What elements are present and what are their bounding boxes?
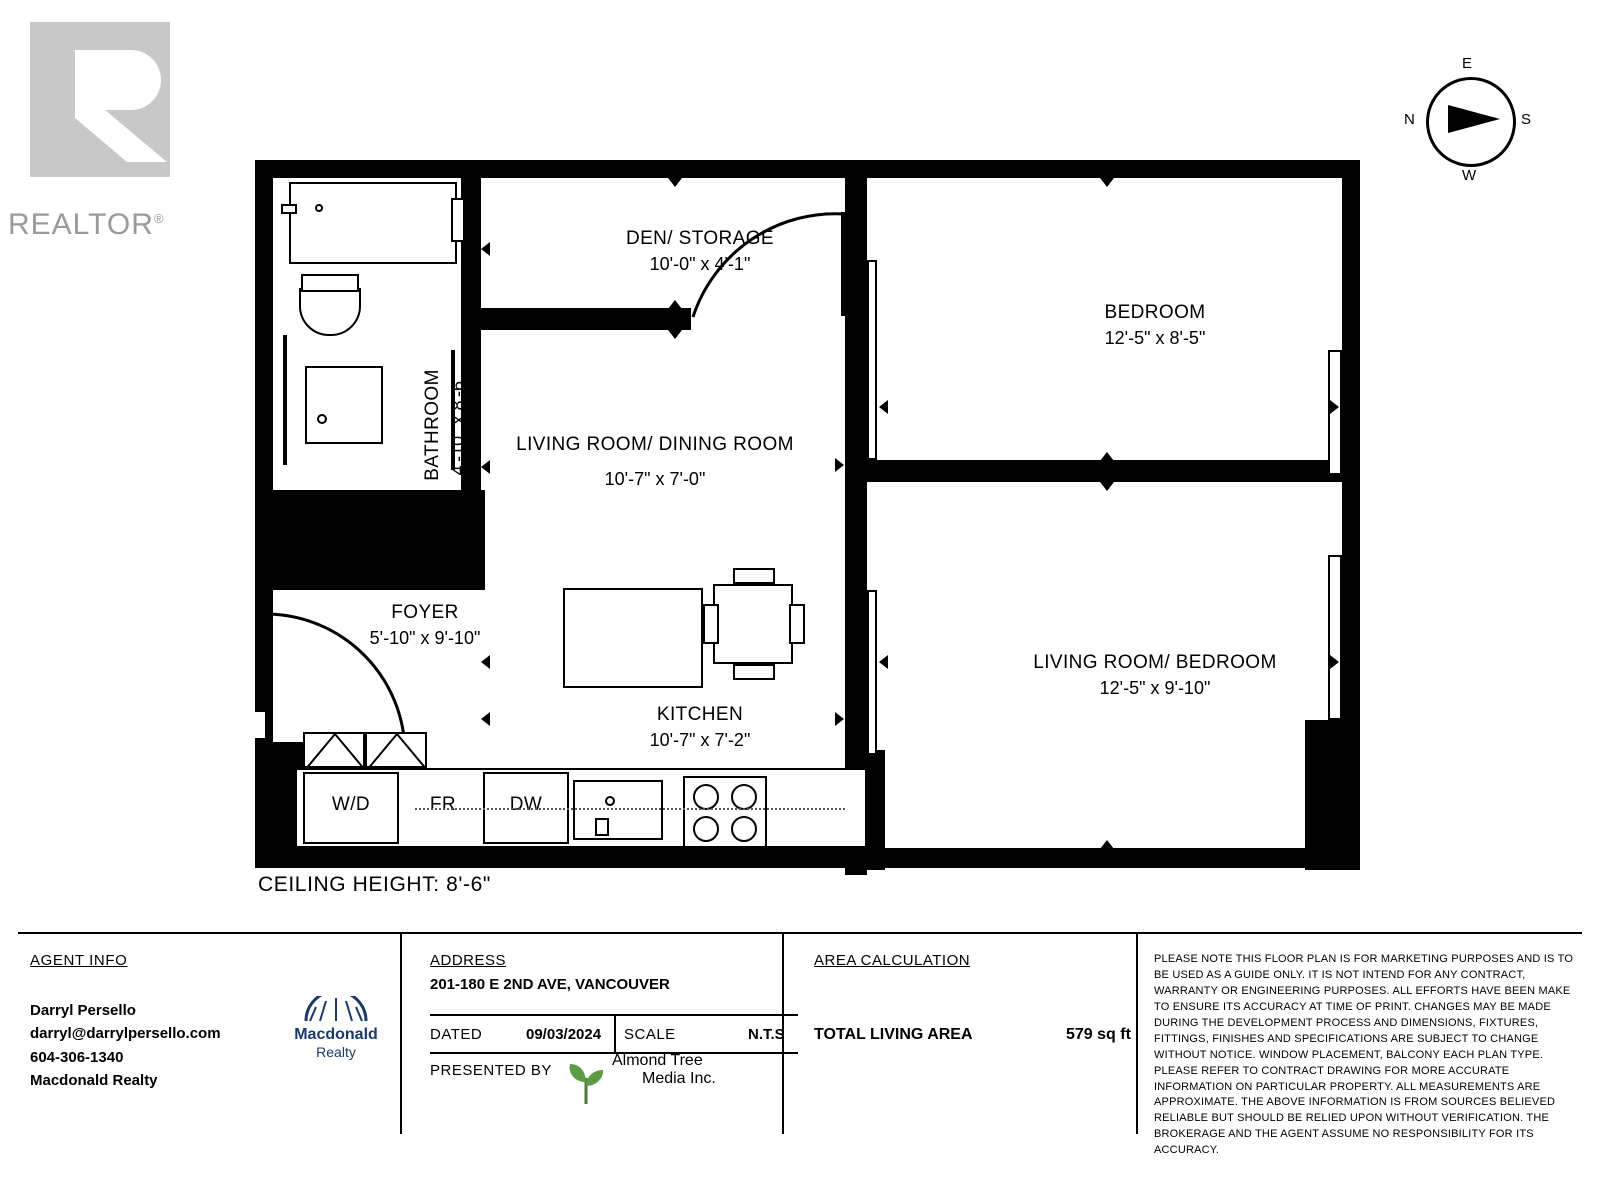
macdonald-logo-line1: Macdonald	[294, 1026, 378, 1043]
macdonald-fan-icon	[304, 996, 368, 1022]
realtor-logo-box	[30, 22, 170, 177]
opening-center-lower	[867, 590, 877, 755]
sofa	[563, 588, 703, 688]
area-calculation-block	[800, 934, 1150, 1134]
compass-label-n: N	[1404, 111, 1415, 128]
room-label-den: DEN/ STORAGE 10'-0" x 4'-1"	[625, 228, 775, 274]
wall-bedroom-bottom	[867, 460, 1347, 482]
bathtub	[289, 182, 457, 264]
closet-door-swing-icon	[303, 732, 429, 772]
dim-arrow-lb-left	[879, 655, 888, 669]
address-divider-vertical	[614, 1014, 616, 1052]
wall-lower-right-block	[1305, 720, 1360, 870]
presented-by-label: PRESENTED BY	[430, 1062, 552, 1079]
dim-arrow-foyer-upper	[415, 490, 424, 504]
realtor-watermark-text: REALTOR®	[8, 208, 165, 241]
dated-value: 09/03/2024	[526, 1026, 602, 1043]
room-label-bedroom: BEDROOM 12'-5" x 8'-5"	[1104, 302, 1206, 348]
realtor-r-icon	[75, 50, 167, 162]
burner-2-icon	[731, 784, 757, 810]
wall-top	[255, 160, 1360, 178]
agent-name: Darryl Persello	[30, 1002, 136, 1019]
chair-top	[733, 568, 775, 584]
toilet-tank	[301, 274, 359, 292]
dim-arrow-den-top	[668, 178, 682, 187]
info-bar	[18, 932, 1582, 1157]
bathroom-window	[451, 198, 465, 242]
dim-arrow-bedroom-bottom	[1100, 452, 1114, 461]
scale-label: SCALE	[624, 1026, 676, 1043]
dim-arrow-foyer-right	[481, 655, 490, 669]
agent-info-block	[30, 952, 221, 1092]
floor-plan-drawing	[255, 160, 1360, 865]
room-label-kitchen: KITCHEN 10'-7" x 7'-2"	[649, 704, 751, 750]
total-living-area-label: TOTAL LIVING AREA	[814, 1026, 973, 1043]
dim-arrow-lr-top	[668, 330, 682, 339]
counter-edge-line	[415, 808, 845, 810]
almond-tree-line1: Almond Tree	[612, 1052, 703, 1069]
dim-arrow-bath-edge	[481, 460, 490, 474]
scale-value: N.T.S	[748, 1026, 785, 1043]
bathroom-divider	[283, 335, 287, 465]
compass-needle-icon	[1448, 105, 1500, 133]
dim-arrow-lr-right	[835, 458, 844, 472]
kitchen-faucet-icon	[595, 818, 609, 836]
dim-arrow-lb-right	[1330, 655, 1339, 669]
bathtub-drain-icon	[315, 204, 323, 212]
sink-drain-icon	[317, 414, 327, 424]
area-title: AREA CALCULATION	[814, 952, 971, 969]
kitchen-sink-drain-icon	[605, 796, 615, 806]
fan-icon	[276, 996, 396, 1026]
agent-brokerage: Macdonald Realty	[30, 1071, 158, 1089]
bathtub-faucet-icon	[281, 204, 297, 214]
wall-den-bottom	[461, 308, 691, 330]
realtor-watermark	[8, 16, 188, 241]
kitchen-sink	[573, 780, 663, 840]
almond-tree-line2: Media Inc.	[642, 1070, 716, 1087]
agent-info-title: AGENT INFO	[30, 952, 128, 969]
chair-left	[703, 604, 719, 644]
total-living-area-value: 579 sq ft	[1066, 1026, 1131, 1043]
sink-vanity	[305, 366, 383, 444]
dim-arrow-bedroom-top	[1100, 178, 1114, 187]
room-label-living-dining: LIVING ROOM/ DINING ROOM 10'-7" x 7'-0"	[516, 434, 794, 489]
burner-4-icon	[731, 816, 757, 842]
dw-label: DW	[509, 794, 543, 815]
macdonald-realty-logo	[276, 996, 396, 1060]
chair-right	[789, 604, 805, 644]
divider-1	[400, 934, 402, 1134]
address-title: ADDRESS	[430, 952, 507, 969]
dim-arrow-den-left	[481, 242, 490, 256]
compass-rose	[1404, 55, 1534, 185]
burner-1-icon	[693, 784, 719, 810]
compass-label-s: S	[1521, 111, 1532, 128]
macdonald-logo-line2: Realty	[316, 1044, 356, 1060]
burner-3-icon	[693, 816, 719, 842]
agent-email: darryl@darrylpersello.com	[30, 1025, 221, 1043]
chair-bottom	[733, 664, 775, 680]
almond-tree-logo	[564, 1052, 800, 1088]
room-label-bathroom: BATHROOM 4'-10" x 8'-6"	[422, 369, 468, 481]
dim-arrow-bedroom-left	[879, 400, 888, 414]
dated-label: DATED	[430, 1026, 483, 1043]
toilet	[299, 288, 361, 336]
dim-arrow-den-bottom	[668, 300, 682, 309]
agent-phone: 604-306-1340	[30, 1048, 124, 1066]
compass-label-e: E	[1462, 55, 1473, 72]
dim-arrow-bedroom-right	[1330, 400, 1339, 414]
opening-center-upper	[867, 260, 877, 460]
room-label-living-bedroom: LIVING ROOM/ BEDROOM 12'-5" x 9'-10"	[1033, 652, 1277, 698]
disclaimer-text: PLEASE NOTE THIS FLOOR PLAN IS FOR MARKETING PURPOSES AND IS TO BE USED AS A GUIDE ONLY. IT IS NOT INTEND FOR ANY CONTRACT, WARRANTY OR ENGINEERING PURPOSES. ALL EFFORTS HAVE BEEN MAKE TO ENSURE ITS ACCURACY AT TIME OF PRINT. CHANGES MAY BE MADE DURING THE DEVELOPMENT PROCESS AND DIMENSIONS, FIXTURES, FITTINGS, FINISHES AND SPECIFICATIONS ARE SUBJECT TO CHANGE WITHOUT NOTICE. WINDOW PLACEMENT, BALCONY EACH PLAN TYPE. PLEASE REFER TO CONTRACT DRAWING FOR MORE ACCURATE INFORMATION ON PARTICULAR PROPERTY. ALL MEASUREMENTS ARE APPROXIMATE. THE ABOVE INFORMATION IS FROM SOURCES BELIEVED RELIABLE BUT SHOULD BE RELIED UPON WITHOUT VERIFICATION. THE BROKERAGE AND THE AGENT ASSUME NO RESPONSIBILITY FOR ITS ACCURACY.	[1154, 953, 1574, 1157]
ceiling-height-note: CEILING HEIGHT: 8'-6"	[258, 873, 491, 896]
dim-arrow-kitchen-left	[481, 712, 490, 726]
dim-arrow-lb-bottom	[1100, 840, 1114, 849]
leaf-icon	[564, 1058, 608, 1106]
dim-arrow-lb-top	[1100, 482, 1114, 491]
wd-label: W/D	[331, 794, 371, 815]
address-value: 201-180 E 2ND AVE, VANCOUVER	[430, 976, 670, 993]
wall-bottom	[255, 848, 1360, 868]
compass-label-w: W	[1462, 167, 1477, 184]
address-block	[418, 934, 798, 1134]
dining-table	[713, 584, 793, 664]
dim-arrow-kitchen-right	[835, 712, 844, 726]
fridge-label: FR	[429, 794, 457, 815]
room-label-foyer: FOYER 5'-10" x 9'-10"	[369, 602, 481, 648]
